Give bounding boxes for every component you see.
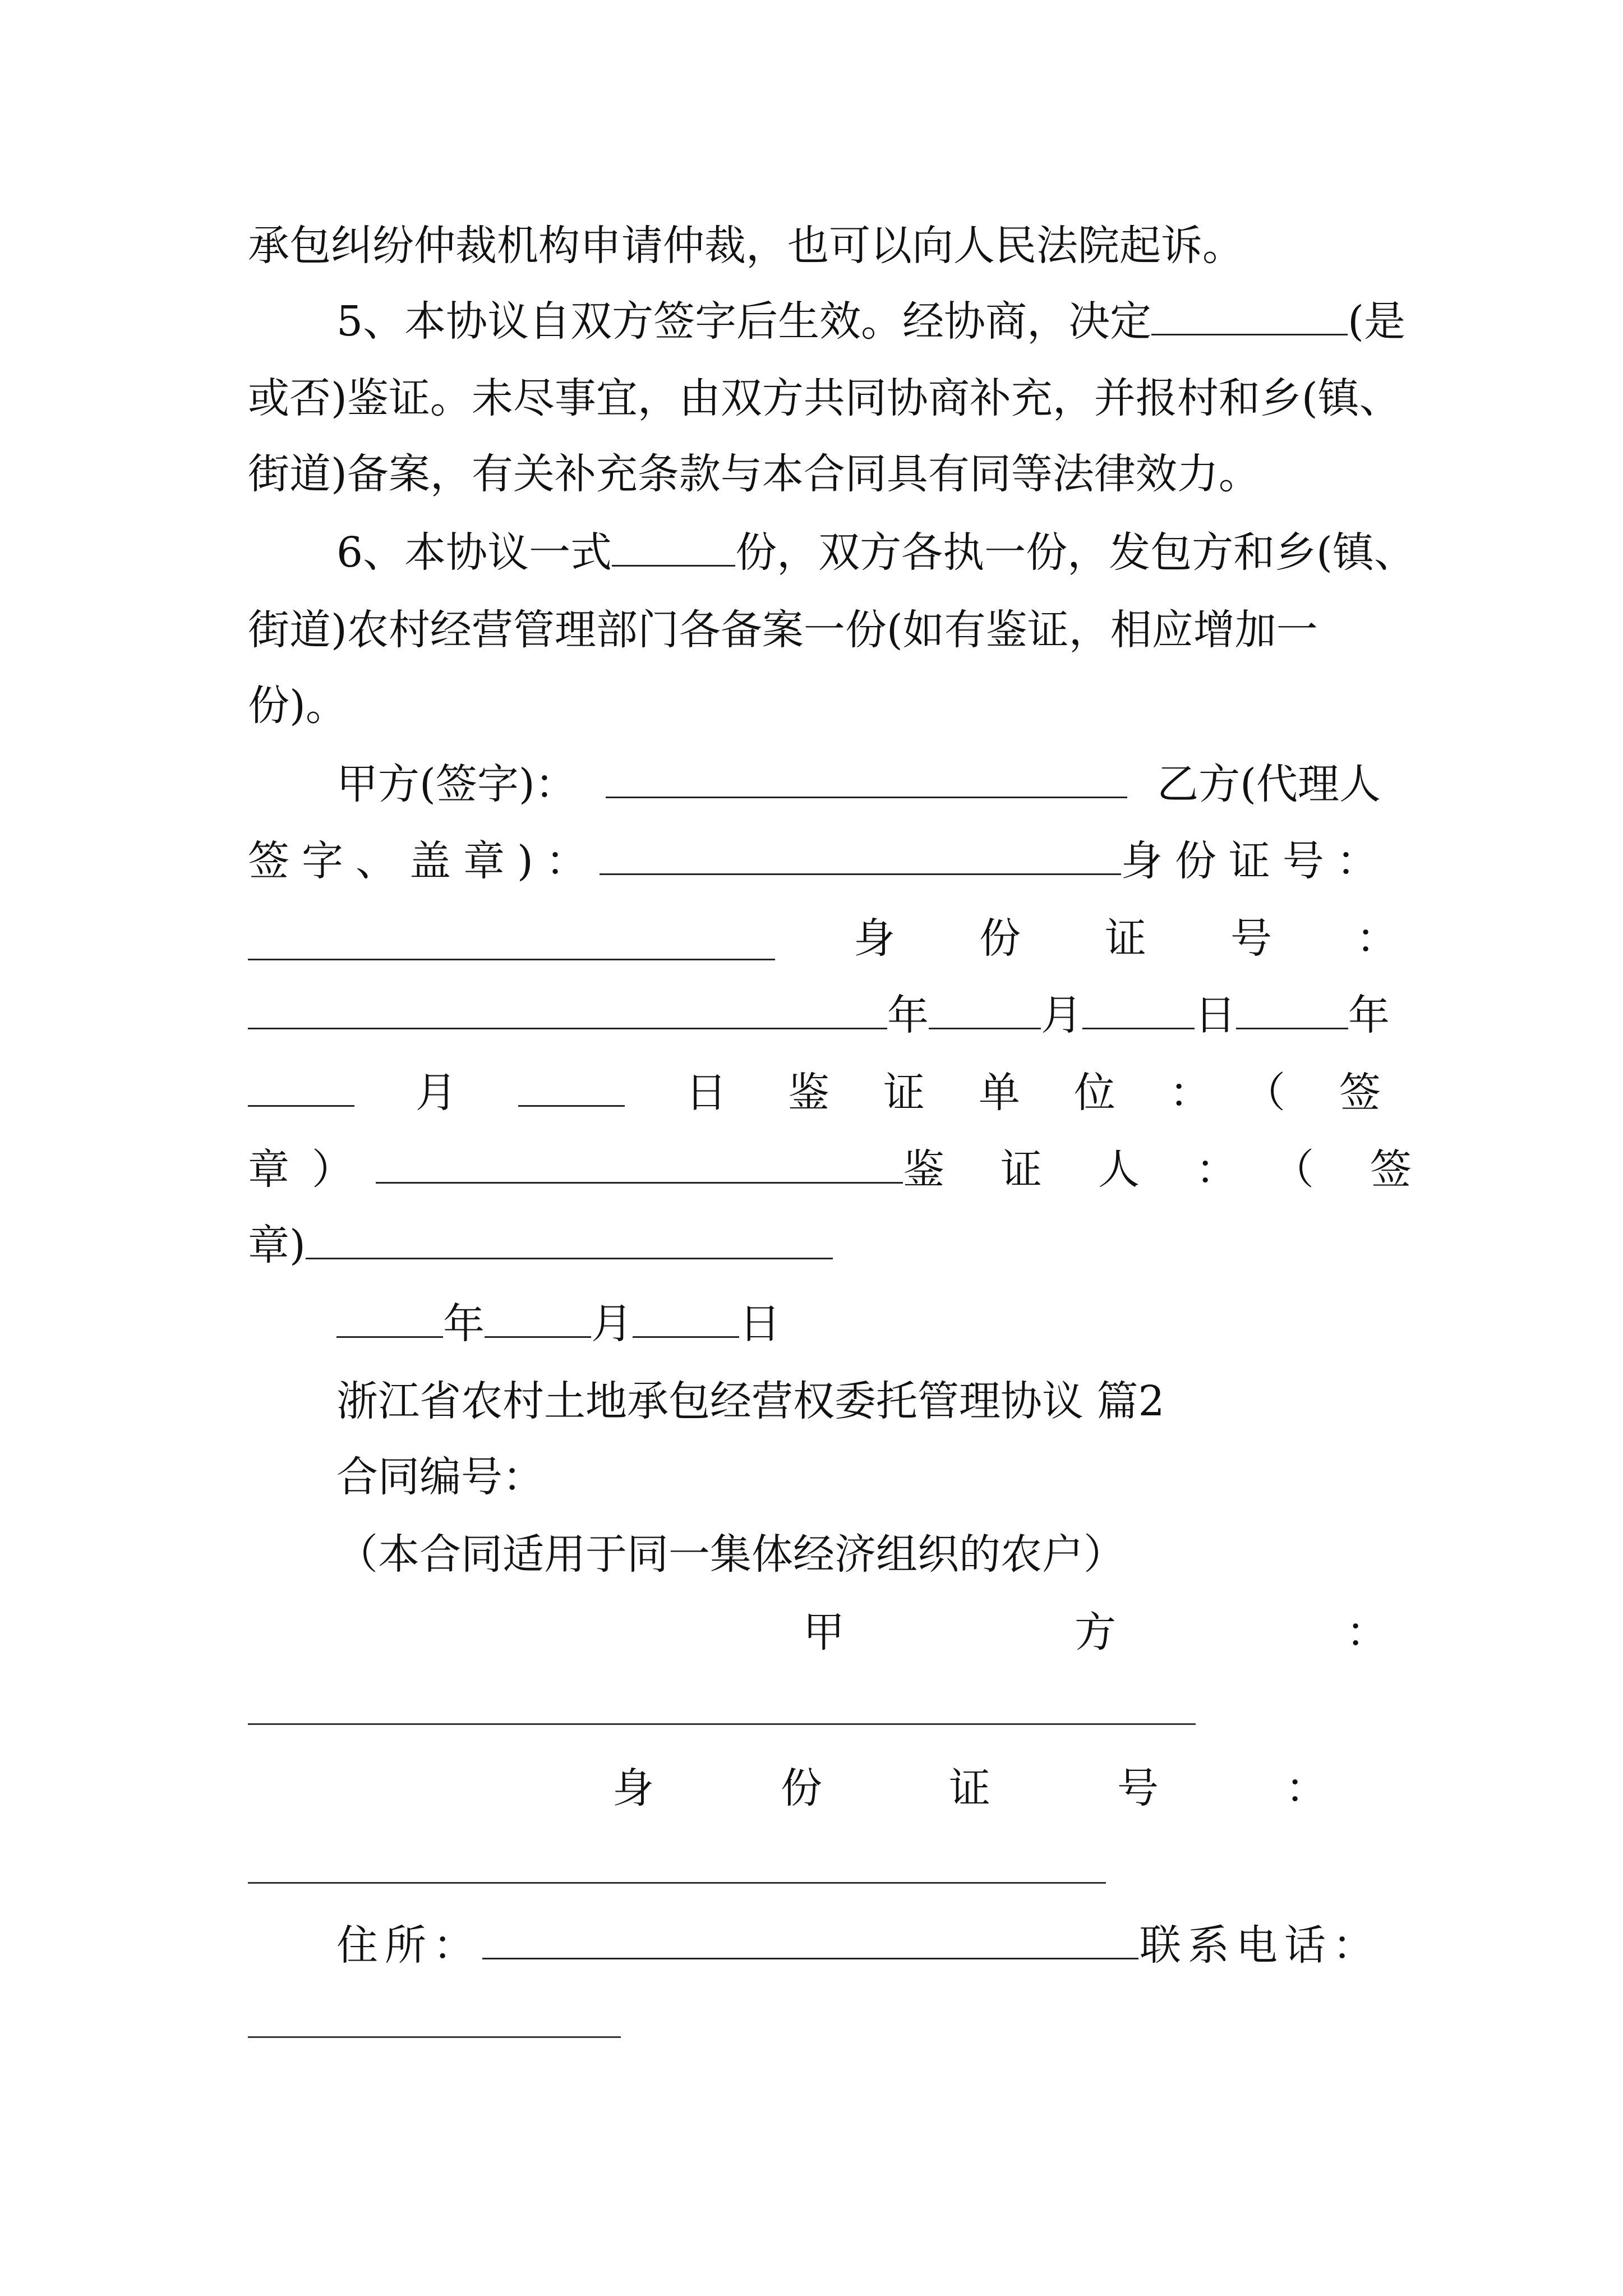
- seal-label: 章）: [248, 1145, 376, 1194]
- certifier-line: [248, 1136, 1468, 1203]
- address-phone-line: [336, 1912, 1381, 1979]
- blank-address: [482, 1916, 1138, 1959]
- address-label: 住所：: [336, 1921, 481, 1970]
- contract-number-line: [336, 1443, 1381, 1511]
- clause-6-line: [336, 519, 1415, 586]
- date-line-2: [248, 1059, 1435, 1126]
- clause-5-text-2: 或否)鉴证。未尽事宜，由双方共同协商补充，并报村和乡(镇、: [248, 374, 1401, 422]
- scope-note: （本合同适用于同一集体经济组织的农户）: [336, 1530, 1125, 1579]
- scope-note-line: [336, 1521, 1381, 1588]
- day-label-2: 日: [685, 1069, 727, 1117]
- blank-certification-choice: [1151, 292, 1348, 335]
- party-a-id-line: [248, 1755, 1454, 1822]
- date-line-1: [248, 982, 1390, 1049]
- blank-day-2: [518, 1064, 625, 1107]
- clause-6-line-3: [248, 672, 1381, 739]
- blank-certifying-unit: [376, 1140, 903, 1184]
- clause-6-text-2: 街道)农村经营管理部门各备案一份(如有鉴证，相应增加一: [248, 606, 1318, 654]
- clause-5-text: 5、本协议自双方签字后生效。经协商，决定: [336, 297, 1152, 346]
- day-label-3: 日: [739, 1300, 781, 1348]
- month-label-3: 月: [591, 1300, 633, 1348]
- party-b-agent-label: 乙方(代理人: [1157, 760, 1381, 808]
- party-a-sign-label: 甲方(签字)：: [336, 760, 577, 808]
- clause-6-text-b: 份，双方各执一份，发包方和乡(镇、: [735, 528, 1415, 577]
- signature-line-a: [336, 751, 1381, 818]
- clause-5-choice-label: (是: [1348, 297, 1405, 346]
- blank-party-b-signature: [600, 832, 1121, 875]
- section-heading: [336, 1368, 1381, 1435]
- month-label: 月: [1041, 991, 1082, 1039]
- phone-blank-rule: [248, 2036, 621, 2038]
- party-b-sign-label: 签字、盖章)：: [248, 837, 600, 885]
- blank-month: [929, 986, 1041, 1029]
- year-label-3: 年: [443, 1300, 485, 1348]
- clause-6-text-3: 份)。: [248, 682, 347, 730]
- signature-line-b: [248, 827, 1390, 895]
- phone-label: 联系电话：: [1140, 1921, 1381, 1970]
- party-a-label: 甲方：: [803, 1608, 1617, 1657]
- clause-5-line-3: [248, 440, 1381, 508]
- id-number-label-b: 身份证号：: [854, 914, 1482, 963]
- blank-month-2: [248, 1064, 354, 1107]
- year-label-2: 年: [1348, 991, 1390, 1039]
- year-label: 年: [887, 991, 929, 1039]
- text-line-arbitration: [248, 212, 1381, 279]
- blank-id-number-b: [248, 986, 887, 1029]
- text-arbitration: 承包纠纷仲裁机构申请仲裁，也可以向人民法院起诉。: [248, 222, 1244, 270]
- month-label-2: 月: [415, 1069, 457, 1117]
- blank-party-a-signature: [606, 755, 1127, 798]
- clause-6-text: 6、本协议一式: [336, 528, 612, 577]
- party-a-id-blank-rule: [248, 1882, 1106, 1884]
- id-number-line: [248, 905, 1482, 972]
- clause-5-line-2: [248, 365, 1401, 432]
- agreement-heading: 浙江省农村土地承包经营权委托管理协议 篇2: [336, 1377, 1165, 1425]
- party-a-blank-rule: [248, 1723, 1196, 1725]
- certifier-label: 鉴证人：（签: [903, 1145, 1468, 1194]
- seal-label-2: 章): [248, 1221, 306, 1269]
- blank-year-2: [1236, 986, 1348, 1029]
- blank-month-3: [485, 1295, 591, 1338]
- certifying-unit-label: 鉴证单位：（签: [788, 1069, 1435, 1117]
- date-line-3: [336, 1290, 1381, 1358]
- clause-5-line: [336, 288, 1405, 355]
- party-a-id-label: 身份证号：: [612, 1764, 1454, 1812]
- blank-certifier: [306, 1216, 833, 1259]
- blank-day: [1082, 986, 1195, 1029]
- party-a-line: [248, 1599, 1617, 1666]
- contract-number-label: 合同编号：: [336, 1453, 544, 1501]
- blank-copies-count: [612, 523, 735, 567]
- blank-year-3: [336, 1295, 443, 1338]
- clause-6-line-2: [248, 596, 1381, 664]
- certifier-seal-line: [248, 1212, 1381, 1279]
- blank-day-3: [633, 1295, 739, 1338]
- blank-id-number-a: [248, 917, 775, 960]
- clause-5-text-3: 街道)备案，有关补充条款与本合同具有同等法律效力。: [248, 450, 1260, 498]
- day-label: 日: [1195, 991, 1236, 1039]
- id-number-label-a: 身份证号：: [1121, 837, 1390, 885]
